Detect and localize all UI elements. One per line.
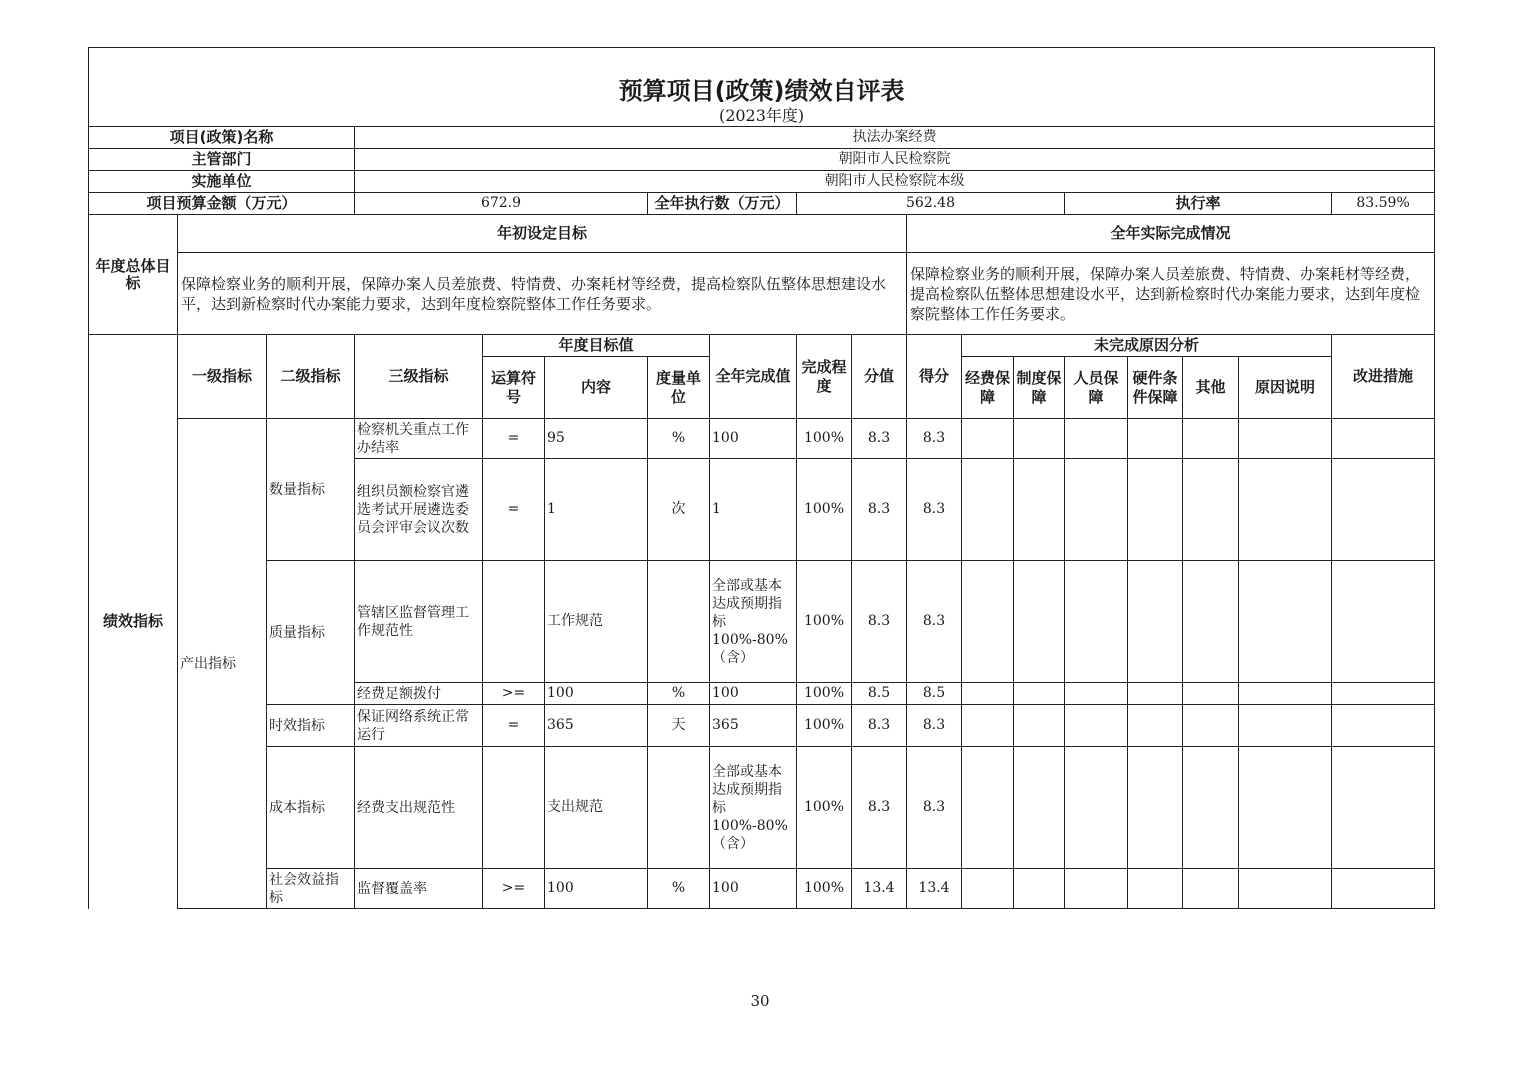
indicator-unit: 天 bbox=[648, 705, 710, 747]
indicator-value: 100 bbox=[710, 419, 797, 459]
header-improve: 改进措施 bbox=[1332, 335, 1435, 419]
header-explain: 原因说明 bbox=[1239, 357, 1332, 419]
budget-label: 项目预算金额（万元） bbox=[89, 193, 355, 215]
header-staff: 人员保障 bbox=[1065, 357, 1128, 419]
indicator-name: 保证网络系统正常运行 bbox=[355, 705, 483, 747]
actual-completion-label: 全年实际完成情况 bbox=[907, 215, 1435, 253]
indicator-unit: 次 bbox=[648, 459, 710, 561]
indicator-content: 1 bbox=[545, 459, 648, 561]
unit-label: 实施单位 bbox=[89, 171, 355, 193]
header-level3: 三级指标 bbox=[355, 335, 483, 419]
indicator-name: 经费支出规范性 bbox=[355, 747, 483, 869]
indicator-value: 100 bbox=[710, 869, 797, 909]
indicator-full-score: 8.3 bbox=[852, 561, 907, 683]
budget-value: 672.9 bbox=[355, 193, 648, 215]
indicator-content: 100 bbox=[545, 683, 648, 705]
evaluation-table bbox=[88, 47, 1435, 909]
header-target-group: 年度目标值 bbox=[483, 335, 710, 357]
page-number: 30 bbox=[750, 992, 770, 1010]
category-cost: 成本指标 bbox=[267, 747, 355, 869]
initial-target-text: 保障检察业务的顺利开展，保障办案人员差旅费、特情费、办案耗材等经费，提高检察队伍整体思想建设水平，达到新检察时代办案能力要求，达到年度检察院整体工作任务要求。 bbox=[178, 253, 907, 335]
title-cell bbox=[89, 48, 1435, 105]
indicator-score: 8.3 bbox=[907, 419, 962, 459]
indicator-full-score: 13.4 bbox=[852, 869, 907, 909]
rate-label: 执行率 bbox=[1065, 193, 1332, 215]
indicator-score: 8.3 bbox=[907, 561, 962, 683]
header-system: 制度保障 bbox=[1014, 357, 1065, 419]
header-score-full: 分值 bbox=[852, 335, 907, 419]
indicator-full-score: 8.5 bbox=[852, 683, 907, 705]
header-hardware: 硬件条件保障 bbox=[1128, 357, 1183, 419]
indicator-operator: = bbox=[483, 419, 545, 459]
indicator-degree: 100% bbox=[797, 705, 852, 747]
indicator-unit: % bbox=[648, 683, 710, 705]
table-row bbox=[89, 705, 1435, 747]
indicator-operator: >= bbox=[483, 869, 545, 909]
header-reason-group: 未完成原因分析 bbox=[962, 335, 1332, 357]
dept-label: 主管部门 bbox=[89, 149, 355, 171]
indicator-degree: 100% bbox=[797, 459, 852, 561]
indicator-value: 全部或基本达成预期指标100%-80%（含） bbox=[710, 747, 797, 869]
indicator-name: 经费足额拨付 bbox=[355, 683, 483, 705]
header-content: 内容 bbox=[545, 357, 648, 419]
indicator-full-score: 8.3 bbox=[852, 705, 907, 747]
form-subtitle: (2023年度) bbox=[89, 104, 1435, 127]
indicator-degree: 100% bbox=[797, 561, 852, 683]
category-social: 社会效益指标 bbox=[267, 869, 355, 909]
indicator-operator: = bbox=[483, 459, 545, 561]
rate-value: 83.59% bbox=[1332, 193, 1435, 215]
indicator-score: 8.3 bbox=[907, 747, 962, 869]
indicator-operator bbox=[483, 747, 545, 869]
header-operator: 运算符号 bbox=[483, 357, 545, 419]
indicator-score: 13.4 bbox=[907, 869, 962, 909]
indicator-unit bbox=[648, 561, 710, 683]
indicator-degree: 100% bbox=[797, 747, 852, 869]
table-row bbox=[89, 869, 1435, 909]
indicator-unit: % bbox=[648, 419, 710, 459]
indicator-content: 365 bbox=[545, 705, 648, 747]
indicator-operator: = bbox=[483, 705, 545, 747]
unit-value: 朝阳市人民检察院本级 bbox=[355, 171, 1435, 193]
indicator-name: 监督覆盖率 bbox=[355, 869, 483, 909]
indicator-value: 全部或基本达成预期指标100%-80%（含） bbox=[710, 561, 797, 683]
dept-value: 朝阳市人民检察院 bbox=[355, 149, 1435, 171]
annual-goal-label: 年度总体目标 bbox=[89, 215, 178, 335]
indicator-name: 管辖区监督管理工作规范性 bbox=[355, 561, 483, 683]
indicator-full-score: 8.3 bbox=[852, 419, 907, 459]
indicator-score: 8.3 bbox=[907, 705, 962, 747]
actual-completion-text: 保障检察业务的顺利开展，保障办案人员差旅费、特情费、办案耗材等经费，提高检察队伍整体思想建设水平，达到新检察时代办案能力要求，达到年度检察院整体工作任务要求。 bbox=[907, 253, 1435, 335]
category-output: 产出指标 bbox=[178, 419, 267, 909]
initial-target-label: 年初设定目标 bbox=[178, 215, 907, 253]
table-row bbox=[89, 419, 1435, 459]
table-row bbox=[89, 561, 1435, 683]
indicator-score: 8.5 bbox=[907, 683, 962, 705]
indicator-content: 支出规范 bbox=[545, 747, 648, 869]
header-level2: 二级指标 bbox=[267, 335, 355, 419]
self-evaluation-form bbox=[88, 47, 1434, 909]
header-unit: 度量单位 bbox=[648, 357, 710, 419]
indicator-value: 365 bbox=[710, 705, 797, 747]
indicator-score: 8.3 bbox=[907, 459, 962, 561]
indicator-degree: 100% bbox=[797, 419, 852, 459]
category-quantity: 数量指标 bbox=[267, 419, 355, 561]
table-row bbox=[89, 747, 1435, 869]
indicator-unit bbox=[648, 747, 710, 869]
indicator-content: 95 bbox=[545, 419, 648, 459]
category-timeliness: 时效指标 bbox=[267, 705, 355, 747]
indicator-value: 1 bbox=[710, 459, 797, 561]
indicator-content: 工作规范 bbox=[545, 561, 648, 683]
category-quality: 质量指标 bbox=[267, 561, 355, 705]
executed-value: 562.48 bbox=[797, 193, 1065, 215]
header-level1: 一级指标 bbox=[178, 335, 267, 419]
indicator-value: 100 bbox=[710, 683, 797, 705]
indicator-content: 100 bbox=[545, 869, 648, 909]
project-name-value: 执法办案经费 bbox=[355, 127, 1435, 149]
project-name-label: 项目(政策)名称 bbox=[89, 127, 355, 149]
executed-label: 全年执行数（万元） bbox=[648, 193, 797, 215]
indicator-full-score: 8.3 bbox=[852, 459, 907, 561]
indicator-unit: % bbox=[648, 869, 710, 909]
header-other: 其他 bbox=[1183, 357, 1239, 419]
indicator-name: 组织员额检察官遴选考试开展遴选委员会评审会议次数 bbox=[355, 459, 483, 561]
indicator-name: 检察机关重点工作办结率 bbox=[355, 419, 483, 459]
header-funding: 经费保障 bbox=[962, 357, 1014, 419]
indicator-operator: >= bbox=[483, 683, 545, 705]
indicator-degree: 100% bbox=[797, 869, 852, 909]
header-score: 得分 bbox=[907, 335, 962, 419]
indicator-operator bbox=[483, 561, 545, 683]
header-annual-value: 全年完成值 bbox=[710, 335, 797, 419]
form-title: 预算项目(政策)绩效自评表 bbox=[618, 77, 905, 104]
indicator-full-score: 8.3 bbox=[852, 747, 907, 869]
header-degree: 完成程度 bbox=[797, 335, 852, 419]
indicator-degree: 100% bbox=[797, 683, 852, 705]
perf-label: 绩效指标 bbox=[89, 335, 178, 909]
